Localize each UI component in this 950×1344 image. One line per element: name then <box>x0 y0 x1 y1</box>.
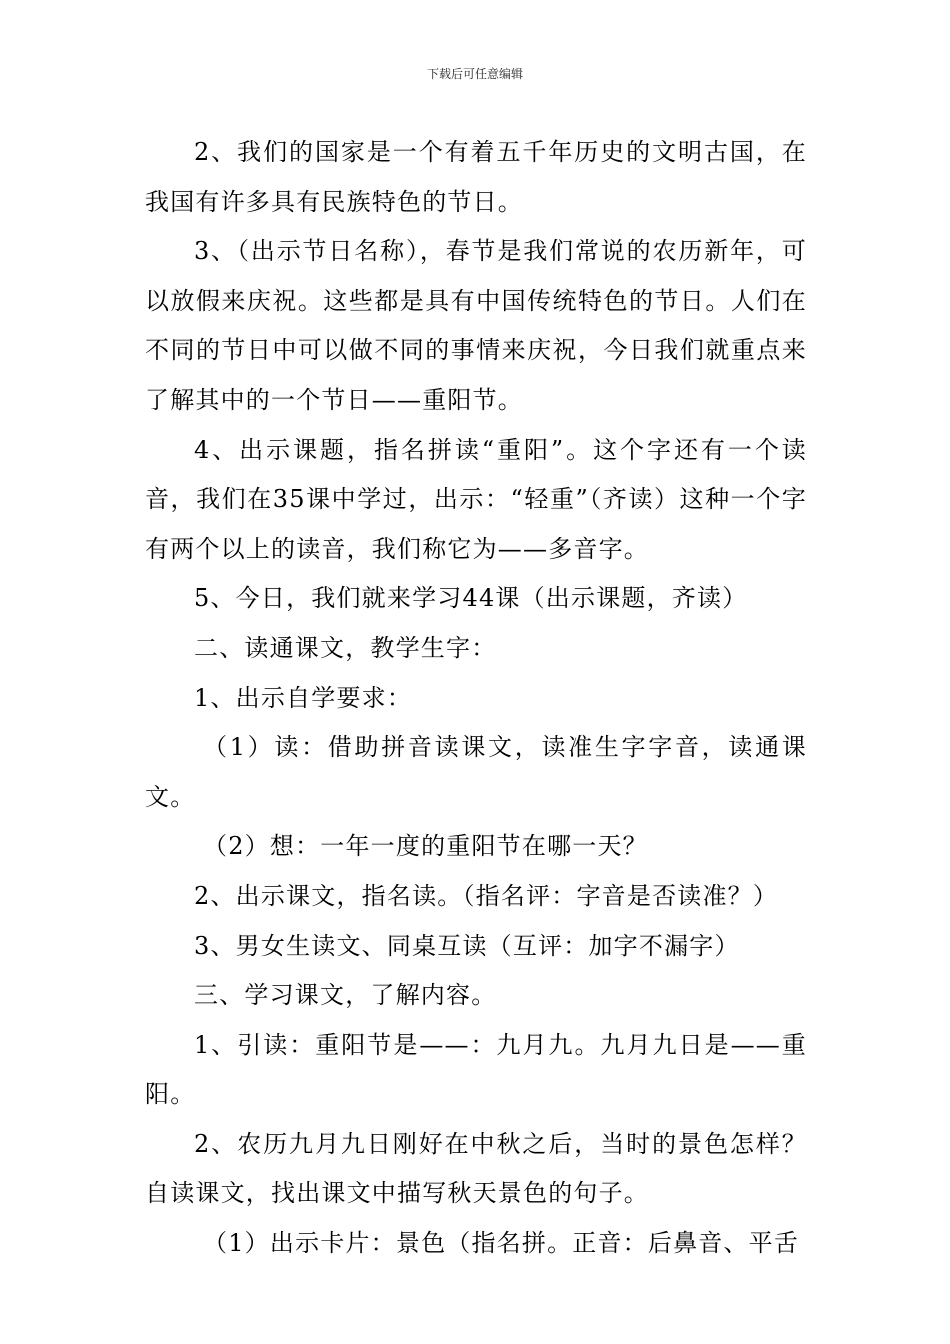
section-heading: 三、学习课文，了解内容。 <box>194 981 497 1010</box>
section-heading: 二、读通课文，教学生字： <box>194 633 497 662</box>
paragraph: 2、出示课文，指名读。（指名评：字音是否读准？） <box>194 881 779 910</box>
paragraph: 3、（出示节日名称），春节是我们常说的农历新年，可以放假来庆祝。这些都是具有中国传统特色的节日。人们在不同的节日中可以做不同的事情来庆祝，今日我们就重点来了解其中的一个节日——重阳节。 <box>145 237 807 414</box>
list-item: （1）出示卡片：景色（指名拼。正音：后鼻音、平舌 <box>203 1229 800 1258</box>
paragraph: 3、男女生读文、同桌互读（互评：加字不漏字） <box>194 931 740 960</box>
list-item: （1）读：借助拼音读课文，读准生字字音，读通课文。 <box>145 733 807 811</box>
paragraph: 1、引读：重阳节是——：九月九。九月九日是——重阳。 <box>145 1030 807 1109</box>
page-header: 下载后可任意编辑 <box>426 67 523 81</box>
document-body <box>145 128 807 1269</box>
list-item: （2）想：一年一度的重阳节在哪一天？ <box>203 832 648 861</box>
paragraph: 1、出示自学要求： <box>194 683 413 712</box>
paragraph: 5、今日，我们就来学习44课（出示课题，齐读） <box>194 584 748 613</box>
paragraph: 2、我们的国家是一个有着五千年历史的文明古国，在我国有许多具有民族特色的节日。 <box>145 138 807 216</box>
paragraph: 2、农历九月九日刚好在中秋之后，当时的景色怎样？自读课文，找出课文中描写秋天景色的句子。 <box>145 1129 807 1208</box>
paragraph: 4、出示课题，指名拼读“重阳”。这个字还有一个读音，我们在35课中学过，出示：“轻重”（齐读）这种一个字有两个以上的读音，我们称它为——多音字。 <box>145 435 807 563</box>
